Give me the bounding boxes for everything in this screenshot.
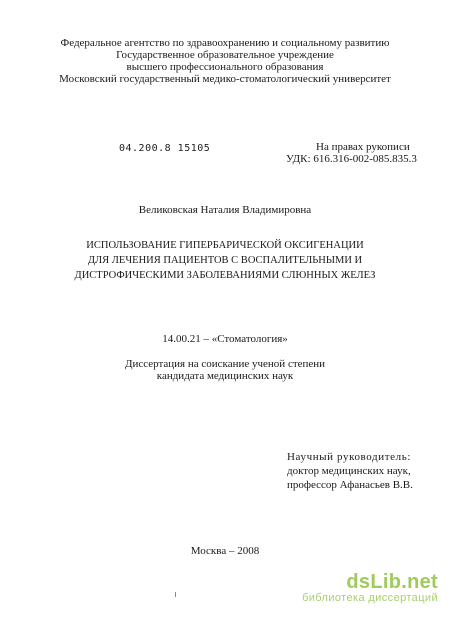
manuscript-rights-label: На правах рукописи [316,141,410,153]
watermark-subtitle: библиотека диссертаций [302,592,438,604]
degree-statement [0,358,450,382]
udk-code: УДК: 616.316-002-085.835.3 [286,153,417,165]
title-line: ДИСТРОФИЧЕСКИМИ ЗАБОЛЕВАНИЯМИ СЛЮННЫХ ЖЕЛЕЗ [74,270,376,281]
author-name: Великовская Наталия Владимировна [138,204,312,216]
header-line: Федеральное агентство по здравоохранению и социальному развитию [60,37,390,49]
watermark-logo: dsLib.net [346,571,438,593]
supervisor-label: Научный руководитель: [287,451,411,463]
supervisor-name: профессор Афанасьев В.В. [287,479,413,491]
library-stamp: 04.200.8 15105 [119,143,211,154]
scan-mark [175,592,176,597]
specialty-code: 14.00.21 – «Стоматология» [162,333,288,345]
city-year: Москва – 2008 [190,545,260,557]
header-line: Государственное образовательное учреждение [116,49,334,61]
degree-line: кандидата медицинских наук [156,370,294,382]
rights-block [286,141,417,165]
dslib-watermark [302,572,438,605]
title-line: ИСПОЛЬЗОВАНИЕ ГИПЕРБАРИЧЕСКОЙ ОКСИГЕНАЦИИ [86,240,364,251]
degree-line: Диссертация на соискание ученой степени [124,358,326,370]
dissertation-title [0,238,450,283]
institution-header [0,37,450,85]
header-line: Московский государственный медико-стоматологический университет [59,73,391,85]
header-line: высшего профессионального образования [126,61,324,73]
title-line: ДЛЯ ЛЕЧЕНИЯ ПАЦИЕНТОВ С ВОСПАЛИТЕЛЬНЫМИ И [87,255,363,266]
supervisor-degree: доктор медицинских наук, [287,465,411,477]
supervisor-block [287,450,413,492]
